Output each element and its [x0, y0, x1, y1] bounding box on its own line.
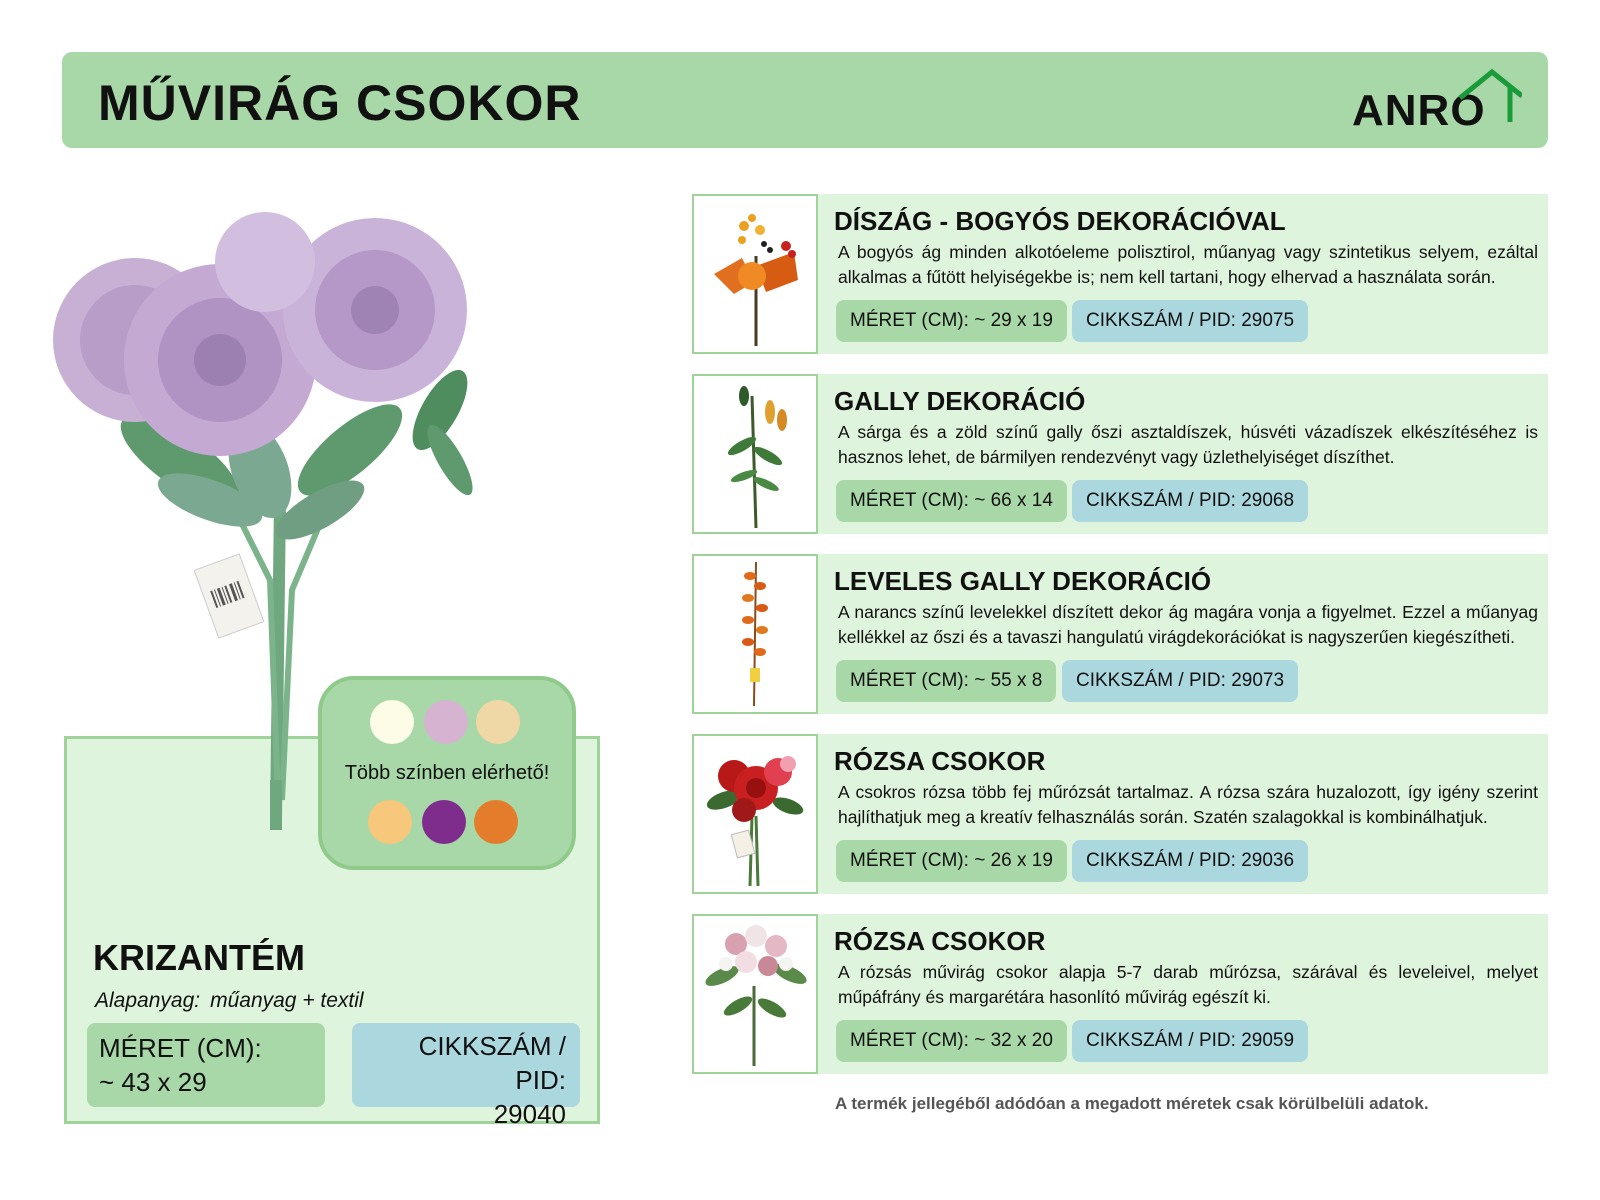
product-pid-badge: CIKKSZÁM / PID: 29059: [1072, 1020, 1308, 1062]
product-image-pink-rose-bouquet: [692, 914, 818, 1074]
main-pid-value: 29040: [493, 1099, 566, 1129]
main-size-box: [87, 1023, 325, 1107]
product-description: A sárga és a zöld színű gally őszi asztaldíszek, húsvéti vázadíszek elkészítéséhez is hasznos lehet, de bármilyen rendezvényt vagy üzlethelyiséget díszíthet.: [838, 422, 1538, 467]
product-description: A csokros rózsa több fej műrózsát tartalmaz. A rózsa szára huzalozott, így igény szerint hajlíthatjuk meg a kreatív felhasználás során. Szatén szalagokkal is kombinálhatjuk.: [838, 782, 1538, 827]
product-description: A rózsás művirág csokor alapja 5-7 darab műrózsa, szárával és leveleivel, melyet műpáfrány és margarétára hasonlító művirág egészít ki.: [838, 962, 1538, 1007]
main-product-name: KRIZANTÉM: [93, 937, 305, 978]
product-card: [692, 554, 1548, 714]
main-pid-label: CIKKSZÁM / PID:: [418, 1031, 566, 1095]
color-swatch: [474, 800, 518, 844]
house-roof-icon: [1452, 66, 1522, 126]
product-card: [692, 374, 1548, 534]
logo-text: ANRO: [1352, 86, 1486, 135]
product-title: GALLY DEKORÁCIÓ: [834, 386, 1086, 416]
available-colors-box: [318, 676, 576, 870]
color-swatch: [422, 800, 466, 844]
product-image-berry-branch: [692, 194, 818, 354]
product-size-badge: MÉRET (CM): ~ 29 x 19: [836, 300, 1067, 342]
product-size-badge: MÉRET (CM): ~ 32 x 20: [836, 1020, 1067, 1062]
product-pid-badge: CIKKSZÁM / PID: 29075: [1072, 300, 1308, 342]
product-pid-badge: CIKKSZÁM / PID: 29068: [1072, 480, 1308, 522]
product-image-leafy-branch: [692, 554, 818, 714]
product-image-twig: [692, 374, 818, 534]
main-pid-box: [352, 1023, 580, 1129]
brand-logo: [1352, 66, 1522, 136]
material-label: Alapanyag:: [95, 989, 201, 1012]
product-title: RÓZSA CSOKOR: [834, 746, 1046, 776]
product-card: [692, 734, 1548, 894]
product-image-red-rose-bouquet: [692, 734, 818, 894]
page-title: MŰVIRÁG CSOKOR: [98, 75, 582, 131]
header-banner: [62, 52, 1548, 148]
product-pid-badge: CIKKSZÁM / PID: 29036: [1072, 840, 1308, 882]
material-value: műanyag + textil: [210, 989, 364, 1012]
main-size-value: ~ 43 x 29: [99, 1067, 207, 1097]
color-swatch: [368, 800, 412, 844]
product-pid-badge: CIKKSZÁM / PID: 29073: [1062, 660, 1298, 702]
product-title: RÓZSA CSOKOR: [834, 926, 1046, 956]
product-size-badge: MÉRET (CM): ~ 26 x 19: [836, 840, 1067, 882]
color-swatch: [424, 700, 468, 744]
product-description: A narancs színű levelekkel díszített dekor ág magára vonja a figyelmet. Ezzel a műanyag kellékkel az őszi és a tavaszi hangulatú virágdekorációkat is nagyszerűen kiegészítheti.: [838, 602, 1538, 647]
main-size-label: MÉRET (CM):: [99, 1033, 262, 1063]
colors-label: Több színben elérhető!: [344, 762, 550, 784]
product-description: A bogyós ág minden alkotóeleme polisztirol, műanyag vagy szintetikus selyem, ezáltal alkalmas a fűtött helyiségekbe is; nem kell tartani, hogy elhervad a használata során.: [838, 242, 1538, 287]
size-disclaimer: A termék jellegéből adódóan a megadott méretek csak körülbelüli adatok.: [835, 1094, 1429, 1113]
color-swatch: [370, 700, 414, 744]
product-size-badge: MÉRET (CM): ~ 66 x 14: [836, 480, 1067, 522]
color-swatch: [476, 700, 520, 744]
main-product-material: [95, 989, 364, 1013]
product-title: LEVELES GALLY DEKORÁCIÓ: [834, 566, 1212, 596]
product-size-badge: MÉRET (CM): ~ 55 x 8: [836, 660, 1056, 702]
product-title: DÍSZÁG - BOGYÓS DEKORÁCIÓVAL: [834, 206, 1286, 236]
product-card: [692, 914, 1548, 1074]
product-card: [692, 194, 1548, 354]
